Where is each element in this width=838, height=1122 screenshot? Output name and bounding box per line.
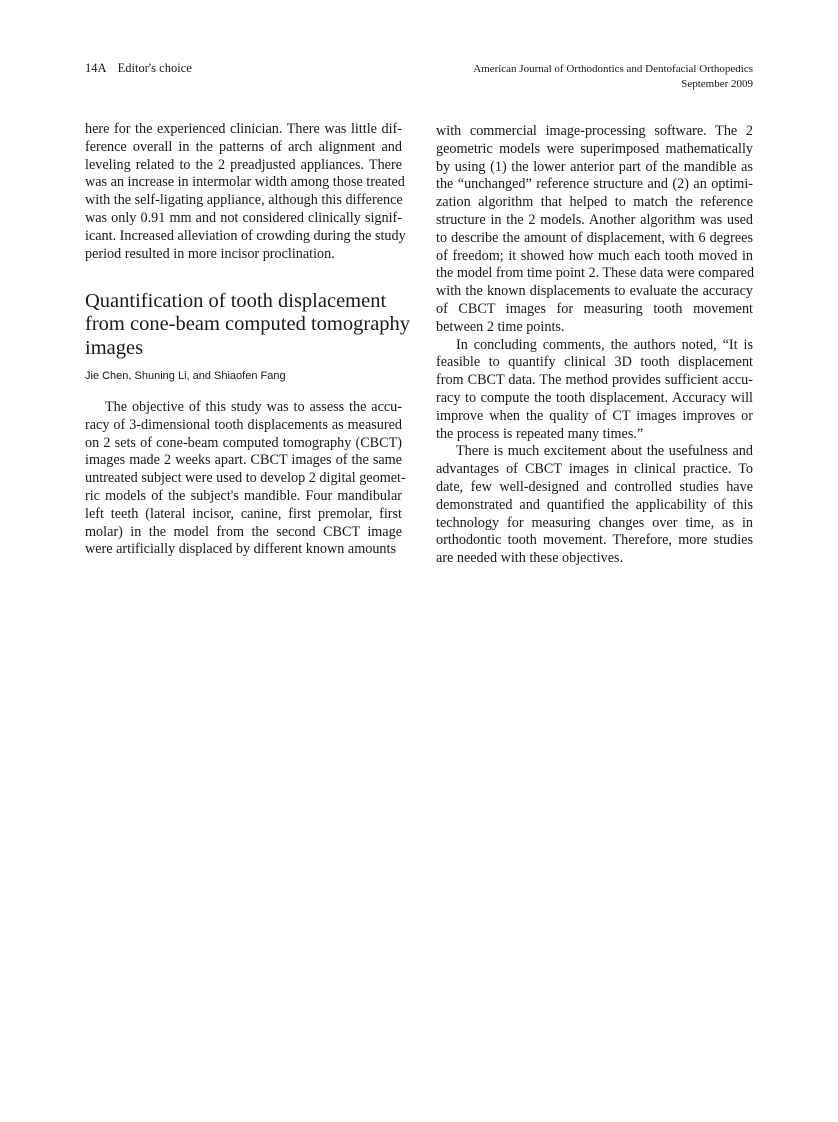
right-column-paragraph-3 [436, 443, 753, 568]
text-line: the model from time point 2. These data were compared [436, 265, 755, 282]
left-column-paragraph-2 [85, 399, 406, 559]
text-line: structure in the 2 models. Another algorithm was used [436, 211, 753, 228]
right-column [436, 123, 753, 568]
page-number: 14A [85, 61, 107, 75]
text-line: orthodontic tooth movement. Therefore, more studies [436, 532, 753, 549]
title-line: from cone-beam computed tomography [85, 313, 411, 336]
text-line: the process is repeated many times.” [436, 425, 644, 442]
text-line: was an increase in intermolar width among those treated [85, 174, 405, 191]
text-line: by using (1) the lower anterior part of the mandible as [436, 158, 753, 175]
text-line: improve when the quality of CT images improves or [436, 407, 753, 424]
issue-date: September 2009 [681, 77, 753, 90]
journal-name: American Journal of Orthodontics and Dentofacial Orthopedics [473, 63, 753, 75]
text-line: racy of 3-dimensional tooth displacements as measured [85, 416, 402, 433]
right-column-paragraph-1 [436, 123, 753, 337]
title-line: Quantification of tooth displacement [85, 290, 387, 312]
text-line: with the self-ligating appliance, although this difference [85, 192, 403, 209]
text-line: In concluding comments, the authors noted, “It is [456, 336, 753, 353]
text-line: of CBCT images for measuring tooth movement [436, 300, 753, 317]
text-line: here for the experienced clinician. There was little dif- [85, 121, 402, 137]
text-line: advantages of CBCT images in clinical practice. To [436, 461, 753, 478]
running-header-left [85, 61, 192, 76]
text-line: feasible to quantify clinical 3D tooth displacement [436, 354, 753, 371]
text-line: to describe the amount of displacement, with 6 degrees [436, 229, 753, 246]
text-line: from CBCT data. The method provides sufficient accu- [436, 372, 753, 389]
text-line: was only 0.91 mm and not considered clinically signif- [85, 209, 402, 226]
text-line: of freedom; it showed how much each tooth moved in [436, 247, 753, 264]
article-title [85, 290, 415, 360]
text-line: period resulted in more incisor proclination. [85, 245, 335, 262]
text-line: with the known displacements to evaluate the accuracy [436, 283, 753, 300]
text-line: untreated subject were used to develop 2 digital geomet- [85, 470, 406, 487]
text-line: images made 2 weeks apart. CBCT images of the same [85, 452, 402, 469]
text-line: left teeth (lateral incisor, canine, first premolar, first [85, 505, 402, 522]
text-line: date, few well-designed and controlled studies have [436, 478, 753, 495]
text-line: leveling related to the 2 preadjusted appliances. There [85, 156, 402, 173]
title-line: images [85, 336, 144, 359]
section-label: Editor's choice [117, 61, 192, 75]
text-line: The objective of this study was to assess the accu- [105, 399, 402, 415]
text-line: geometric models were superimposed mathematically [436, 140, 753, 157]
text-line: ference overall in the patterns of arch alignment and [85, 138, 402, 155]
text-line: icant. Increased alleviation of crowding during the study [85, 227, 406, 244]
text-line: There is much excitement about the usefulness and [456, 443, 753, 460]
article-authors: Jie Chen, Shuning Li, and Shiaofen Fang [85, 370, 286, 382]
text-line: demonstrated and quantified the applicability of this [436, 496, 753, 513]
text-line: were artificially displaced by different known amounts [85, 541, 396, 558]
running-header-right [473, 62, 753, 91]
text-line: on 2 sets of cone-beam computed tomography (CBCT) [85, 434, 402, 451]
text-line: racy to compute the tooth displacement. Accuracy will [436, 389, 753, 406]
text-line: ric models of the subject's mandible. Four mandibular [85, 487, 402, 504]
text-line: molar) in the model from the second CBCT image [85, 523, 402, 540]
text-line: technology for measuring changes over time, as in [436, 514, 753, 531]
left-column-paragraph-1 [85, 121, 406, 263]
text-line: between 2 time points. [436, 318, 565, 335]
text-line: with commercial image-processing software. The 2 [436, 123, 753, 139]
text-line: the “unchanged” reference structure and (2) an optimi- [436, 176, 753, 193]
text-line: are needed with these objectives. [436, 550, 624, 567]
text-line: zation algorithm that helped to match the reference [436, 194, 753, 211]
right-column-paragraph-2 [436, 337, 753, 444]
